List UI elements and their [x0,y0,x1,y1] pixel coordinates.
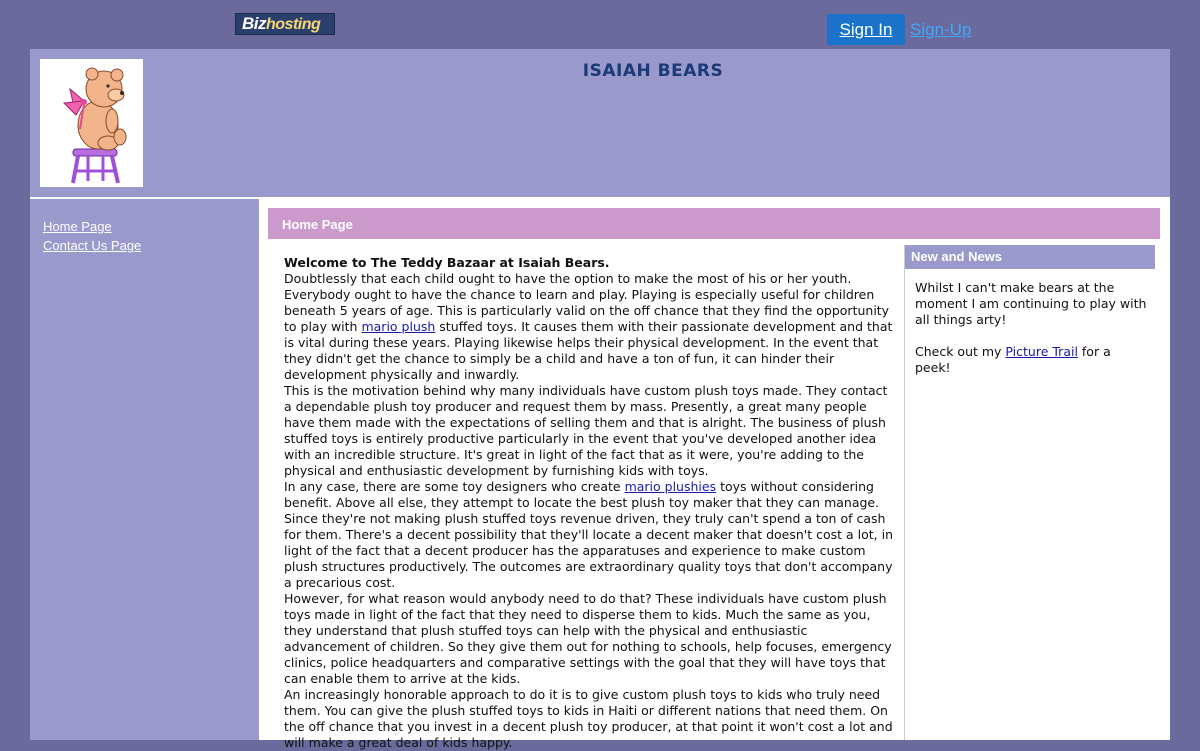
welcome-heading: Welcome to The Teddy Bazaar at Isaiah Bears. [284,255,610,270]
sign-in-button[interactable]: Sign In [827,14,905,45]
picture-trail-link[interactable]: Picture Trail [1005,344,1078,359]
news-paragraph-2 [915,344,1147,376]
mario-plushies-link[interactable]: mario plushies [624,479,717,494]
mario-plush-link[interactable]: mario plush [361,319,436,334]
site-title: ISAIAH BEARS [582,61,724,81]
article-paragraph-4: However, for what reason would anybody need to do that? These individuals have custom plush toys made in light of the fact that they need to disperse them to kids. Much the same as you, they understand that plush stuffed toys can help with the physical and enthusiastic advancement of children. So they give them out for nothing to schools, help focuses, emergency clinics, police headquarters and comparative settings with the goal that they will have toys that can enable them to arrive at the kids. [284,591,892,686]
news-title-bar: New and News [905,245,1155,269]
paragraph-3-text-a: In any case, there are some toy designers who create [284,479,625,494]
article-paragraph-2: This is the motivation behind why many individuals have custom plush toys made. They contact a dependable plush toy producer and request them by mass. Presently, a great many people have them made with the expectations of selling them and that is alright. The business of plush stuffed toys is entirely productive particularly in the event that you've developed another idea with an incredible structure. It's great in light of the fact that as it were, you're adding to the physical and enthusiastic development by furnishing kids with toys. [284,383,888,478]
paragraph-1-text-b: stuffed toys. It causes them with their passionate development and that is vital during these years. Playing likewise helps their physical development. In the event that they didn't get the chance to simply be a child and have a ton of fun, it can hinder their development physically and inwardly. [284,319,893,382]
article-body [284,255,894,751]
news-body [915,280,1147,392]
sidebar-item-home-page[interactable]: Home Page [43,219,112,234]
news-paragraph-2-text-b: for a peek! [915,344,1111,375]
section-title-bar: Home Page [268,208,1160,239]
sidebar-nav [30,199,257,740]
sign-up-link[interactable]: Sign-Up [910,20,972,39]
page-frame [30,49,1170,750]
news-paragraph-1: Whilst I can't make bears at the moment I am continuing to play with all things arty! [915,280,1147,327]
article-paragraph-5: An increasingly honorable approach to do it is to give custom plush toys to kids who truly need them. You can give the plush stuffed toys to kids in Haiti or different nations that need them. On the off chance that you invest in a decent plush toy producer, at that point it won't cost a lot and will make a great deal of kids happy. [284,687,893,750]
sidebar-item-contact-us-page[interactable]: Contact Us Page [43,238,142,253]
logo-hosting-text: hosting [266,16,321,33]
top-bar [0,0,1200,49]
site-header [30,49,1170,199]
main-content [259,199,1170,750]
paragraph-3-text-b: toys without considering benefit. Above all else, they attempt to locate the best plush toy maker that they can manage. Since they're not making plush stuffed toys revenue driven, they truly can't spend a ton of cash for them. There's a decent possibility that they'll locate a decent maker that doesn't cost a lot, in light of the fact that a decent producer has the apparatuses and experience to make custom plush structures productively. The outcomes are extraordinary quality toys that don't accompany a precarious cost. [284,479,894,590]
column-divider [904,245,905,740]
logo-biz-text: Biz [242,14,266,33]
news-paragraph-2-text-a: Check out my [915,344,1006,359]
article-paragraph-1 [284,271,894,383]
article-paragraph-3 [284,479,894,591]
bizhosting-logo[interactable] [235,13,335,35]
paragraph-1-text-a: Doubtlessly that each child ought to have the option to make the most of his or her youth. Everybody ought to have the chance to learn and play. Playing is especially useful for children beneath 5 years of age. This is particularly valid on the off chance that they find the opportunity to play with [284,271,890,334]
